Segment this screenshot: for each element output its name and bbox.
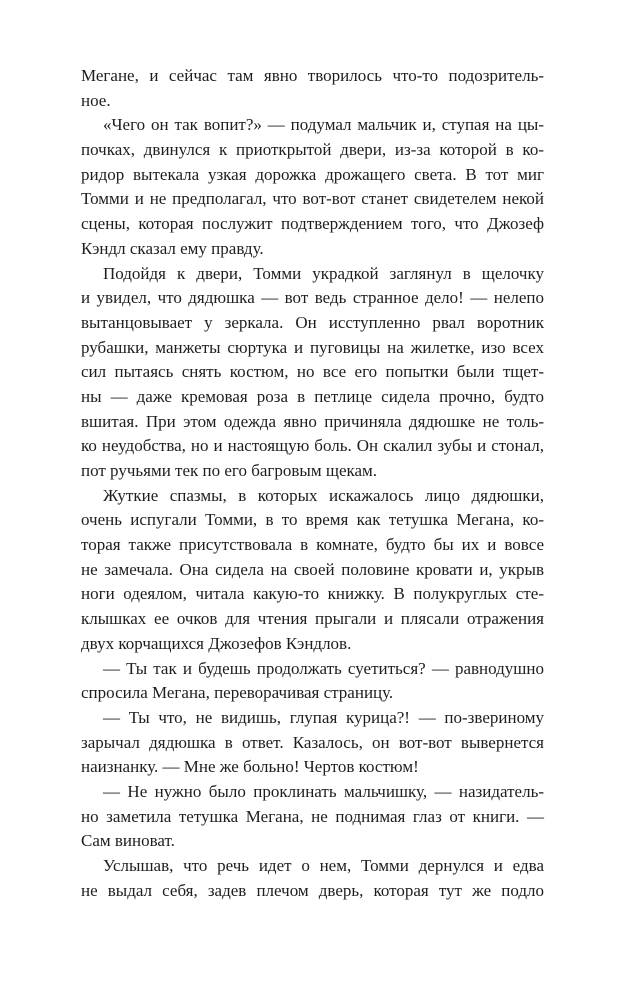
text-line: рубашки, манжеты сюртука и пуговицы на жилетке, изо всех <box>81 337 544 357</box>
text-line: Жуткие спазмы, в которых искажалось лицо дядюшки, <box>103 485 544 505</box>
text-line: спросила Мегана, переворачивая страницу. <box>81 683 394 703</box>
text-line: — Ты что, не видишь, глупая курица?! — по-звериному <box>103 707 544 727</box>
text-line: наизнанку. — Мне же больно! Чертов костюм! <box>81 757 419 777</box>
text-line: Томми и не предполагал, что вот-вот станет свидетелем некой <box>81 189 544 209</box>
text-line: «Чего он так вопит?» — подумал мальчик и, ступая на цы- <box>103 115 544 135</box>
text-line: вшитая. При этом одежда явно причиняла дядюшке не толь- <box>81 411 544 431</box>
text-line: почках, двинулся к приоткрытой двери, из-за которой в ко- <box>81 140 544 160</box>
text-line: ны — даже кремовая роза в петлице сидела прочно, будто <box>81 386 544 406</box>
text-line: — Ты так и будешь продолжать суетиться? — равнодушно <box>103 658 544 678</box>
text-line: но заметила тетушка Мегана, не поднимая глаз от книги. — <box>81 806 544 826</box>
text-line: очень испугали Томми, в то время как тетушка Мегана, ко- <box>81 510 544 530</box>
text-line: клышках ее очков для чтения прыгали и плясали отражения <box>81 609 544 629</box>
text-line: ноги одеялом, читала какую-то книжку. В полукруглых сте- <box>81 584 544 604</box>
text-line: вытанцовывает у зеркала. Он исступленно рвал воротник <box>81 312 544 332</box>
text-line: сил пытаясь снять костюм, но все его попытки были тщет- <box>81 362 544 382</box>
text-line: зарычал дядюшка в ответ. Казалось, он вот-вот вывернется <box>81 732 544 752</box>
text-line: ридор вытекала узкая дорожка дрожащего света. В тот миг <box>81 164 544 184</box>
text-line: двух корчащихся Джозефов Кэндлов. <box>81 633 352 653</box>
text-line: ко неудобства, но и настоящую боль. Он скалил зубы и стонал, <box>81 436 544 456</box>
text-line: не замечала. Она сидела на своей половине кровати и, укрыв <box>81 559 544 579</box>
text-line: Услышав, что речь идет о нем, Томми дернулся и едва <box>103 856 544 875</box>
text-line: Подойдя к двери, Томми украдкой заглянул в щелочку <box>103 263 544 283</box>
book-page-text <box>81 64 544 903</box>
text-line: Кэндл сказал ему правду. <box>81 238 264 258</box>
text-line: и увидел, что дядюшка — вот ведь странное дело! — нелепо <box>81 288 544 308</box>
text-line: Сам виноват. <box>81 831 175 851</box>
text-line: сцены, которая послужит подтверждением того, что Джозеф <box>81 214 544 234</box>
text-line: — Не нужно было проклинать мальчишку, — назидатель- <box>103 781 544 801</box>
text-line: Мегане, и сейчас там явно творилось что-то подозритель- <box>81 66 544 85</box>
text-line: торая также присутствовала в комнате, будто бы их и вовсе <box>81 535 544 555</box>
text-line: ное. <box>81 90 111 110</box>
text-line: пот ручьями тек по его багровым щекам. <box>81 461 378 480</box>
text-line: не выдал себя, задев плечом дверь, которая тут же подло <box>81 880 544 900</box>
